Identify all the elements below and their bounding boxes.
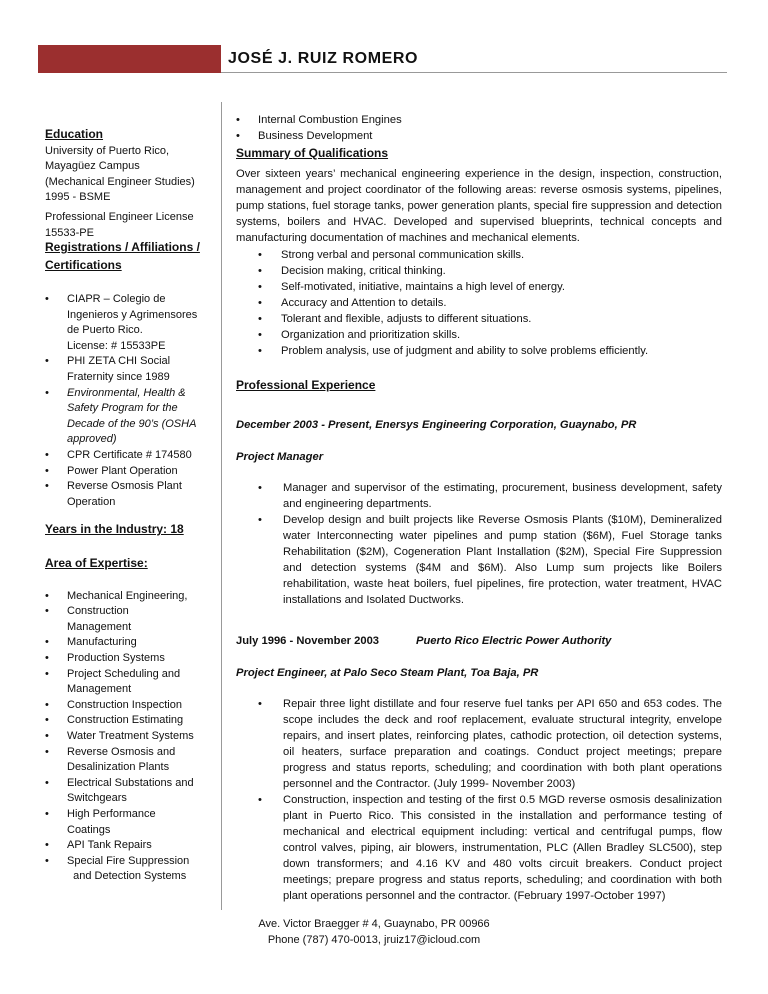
list-item-line: • Construction — [67, 605, 129, 618]
list-item — [45, 448, 217, 464]
list-item — [45, 713, 217, 729]
job1-title: Project Manager — [236, 451, 324, 463]
list-item: • Organization and prioritization skills. — [236, 327, 722, 343]
list-item: • Manager and supervisor of the estimating, procurement, business development, safety and engineering departments. — [236, 480, 722, 512]
list-item-line: de Puerto Rico. — [67, 324, 143, 337]
main-column — [236, 112, 722, 359]
certifications-heading: Certifications — [45, 258, 122, 272]
list-item-line: • PHI ZETA CHI Social — [67, 355, 171, 368]
list-item: • Self-motivated, initiative, maintains a high level of energy. — [236, 279, 722, 295]
license-line: 15533-PE — [45, 226, 94, 239]
list-item-line: Coatings — [67, 823, 111, 836]
header-rule — [221, 72, 727, 73]
job1-dates: December 2003 - Present, Enersys Engineering Corporation, Guaynabo, PR — [236, 419, 637, 431]
summary-heading: Summary of Qualifications — [236, 146, 389, 160]
experience-heading: Professional Experience — [236, 378, 376, 392]
footer-phone-email: Phone (787) 470-0013, jruiz17@icloud.com — [267, 933, 481, 946]
education-heading: Education — [45, 127, 104, 141]
summary-paragraph: Over sixteen years’ mechanical engineering experience in the design, inspection, construction, management and project coordinator of the following areas: reverse osmosis systems, pipelines, pump stations, fuel storage tanks, power generation plants, special fire suppression and detection systems, boilers and HVAC. Developed and supervised blueprints, technical concepts and manufacturing documentation of machines and mechanical elements. — [236, 168, 722, 244]
column-divider — [221, 102, 222, 910]
education-section — [45, 127, 215, 241]
education-line: 1995 - BSME — [45, 191, 111, 204]
list-item: • Develop design and built projects like Reverse Osmosis Plants ($10M), Demineralized water Interconnecting water pipelines and pump station ($6M), Fuel Storage tanks Rehabilitation ($2M), Cogeneration Plant Installation ($2M), Special Fire Suppression and detection systems ($4M and $6M). Also Lump sum projects like Boilers rehabilitation, waste heat boilers, fuel pipelines, fire protection, water treatment, HVAC installations and Isolated Ductworks. — [236, 512, 722, 608]
list-item-line: • Project Scheduling and — [67, 667, 181, 680]
list-item-line: Ingenieros y Agrimensores — [67, 308, 198, 321]
job2-company: Puerto Rico Electric Power Authority — [416, 635, 612, 647]
registrations-section — [45, 238, 217, 510]
registrations-heading: Registrations / Affiliations / — [45, 240, 200, 254]
list-item — [45, 807, 217, 838]
footer-contact — [236, 917, 512, 948]
list-item: • Tolerant and flexible, adjusts to different situations. — [236, 311, 722, 327]
list-item: • Problem analysis, use of judgment and ability to solve problems efficiently. — [236, 343, 722, 359]
list-item-line: Decade of the 90’s (OSHA — [67, 417, 197, 430]
bullet-icon: • — [236, 114, 240, 126]
list-item-line: • CPR Certificate # 174580 — [67, 448, 192, 461]
list-item — [236, 112, 722, 128]
list-item — [45, 479, 217, 510]
job1-bullets — [236, 480, 722, 608]
expertise-list — [45, 589, 217, 885]
list-item-line: and Detection Systems — [67, 870, 187, 883]
list-item-line: Fraternity since 1989 — [67, 370, 170, 383]
list-item: • Construction, inspection and testing of the first 0.5 MGD reverse osmosis desalinization plant in Puerto Rico. This consisted in the installation and performance testing of mechanical and electrical equipment including: vertical and centrifugal pumps, flow control valves, piping, air blowers, instrumentation, PLC (Allen Bradley SLC500), step down transformers; and 4.16 KV and 480 volts circuit breakers. Conduct project meetings; prepare progress and status reports, scheduling; and coordination with both plant operations personnel and the contractor. (February 1997-October 1997) — [236, 792, 722, 904]
list-item-line: Safety Program for the — [67, 402, 178, 415]
list-item — [45, 667, 217, 698]
list-item — [45, 729, 217, 745]
list-item-line: • API Tank Repairs — [67, 839, 152, 852]
list-item: • Repair three light distillate and four reserve fuel tanks per API 650 and 653 codes. The scope includes the deck and roof replacement, evaluate structural integrity, envelope repairs, and insert plates, reinforcing plates, cathodic protection, oil detection systems, oil heaters, surface preparation and coatings. Conduct project meetings; prepare progress and status reports, scheduling; and coordination with both plant operations personnel and the Contractor. (July 1999- November 2003) — [236, 696, 722, 792]
license-line: Professional Engineer License — [45, 210, 194, 223]
list-item — [45, 635, 217, 651]
education-line: University of Puerto Rico, — [45, 144, 170, 157]
list-item-line: • Water Treatment Systems — [67, 729, 194, 742]
list-item — [45, 292, 217, 354]
list-item-line: Desalinization Plants — [67, 761, 170, 774]
list-item-line: • Power Plant Operation — [67, 464, 178, 477]
list-item-line: • Production Systems — [67, 651, 165, 664]
footer-address: Ave. Victor Braegger # 4, Guaynabo, PR 00966 — [258, 918, 490, 930]
list-item-line: approved) — [67, 433, 117, 446]
bullet-icon: • — [236, 130, 240, 142]
list-item — [45, 604, 217, 635]
education-line: Mayagüez Campus — [45, 160, 140, 173]
list-item-line: • Mechanical Engineering, — [67, 589, 188, 602]
list-item-line: • Electrical Substations and — [67, 776, 194, 789]
list-item-line: • CIAPR – Colegio de — [67, 293, 166, 305]
list-item — [45, 854, 217, 885]
job2-section — [236, 696, 722, 904]
job2-title: Project Engineer, at Palo Seco Steam Plant, Toa Baja, PR — [236, 667, 539, 679]
list-item — [45, 651, 217, 667]
education-line: (Mechanical Engineer Studies) — [45, 175, 195, 188]
list-item-text: Internal Combustion Engines — [258, 114, 402, 126]
list-item — [45, 354, 217, 385]
list-item: • Decision making, critical thinking. — [236, 263, 722, 279]
list-item-line: • Reverse Osmosis and — [67, 745, 176, 758]
list-item-line: License: # 15533PE — [67, 339, 166, 352]
list-item-line: • Construction Estimating — [67, 714, 184, 727]
job1-section — [236, 480, 722, 608]
top-bullets — [236, 112, 722, 144]
list-item-line: • Construction Inspection — [67, 698, 182, 711]
list-item-line: • Special Fire Suppression — [67, 854, 190, 867]
summary-bullets — [236, 247, 722, 359]
list-item — [45, 698, 217, 714]
list-item-line: Switchgears — [67, 792, 127, 805]
list-item-line: Operation — [67, 495, 116, 508]
candidate-name: JOSÉ J. RUIZ ROMERO — [228, 50, 419, 67]
list-item — [45, 589, 217, 605]
list-item — [45, 464, 217, 480]
expertise-heading: Area of Expertise: — [45, 556, 148, 570]
job2-bullets — [236, 696, 722, 904]
list-item — [45, 745, 217, 776]
list-item — [45, 838, 217, 854]
job2-dates: July 1996 - November 2003 — [236, 635, 380, 647]
list-item-line: • Reverse Osmosis Plant — [67, 480, 182, 493]
list-item-line: • Environmental, Health & — [67, 386, 186, 399]
list-item-line: Management — [67, 683, 132, 696]
list-item: • Strong verbal and personal communication skills. — [236, 247, 722, 263]
list-item — [236, 128, 722, 144]
years-heading: Years in the Industry: 18 — [45, 522, 184, 536]
header-accent-bar — [38, 45, 221, 73]
list-item — [45, 776, 217, 807]
list-item — [45, 386, 217, 448]
list-item: • Accuracy and Attention to details. — [236, 295, 722, 311]
list-item-text: Business Development — [258, 130, 373, 142]
list-item-line: Management — [67, 620, 132, 633]
list-item-line: • Manufacturing — [67, 636, 137, 649]
list-item-line: • High Performance — [67, 807, 156, 820]
registrations-list — [45, 292, 217, 510]
expertise-section — [45, 556, 217, 885]
